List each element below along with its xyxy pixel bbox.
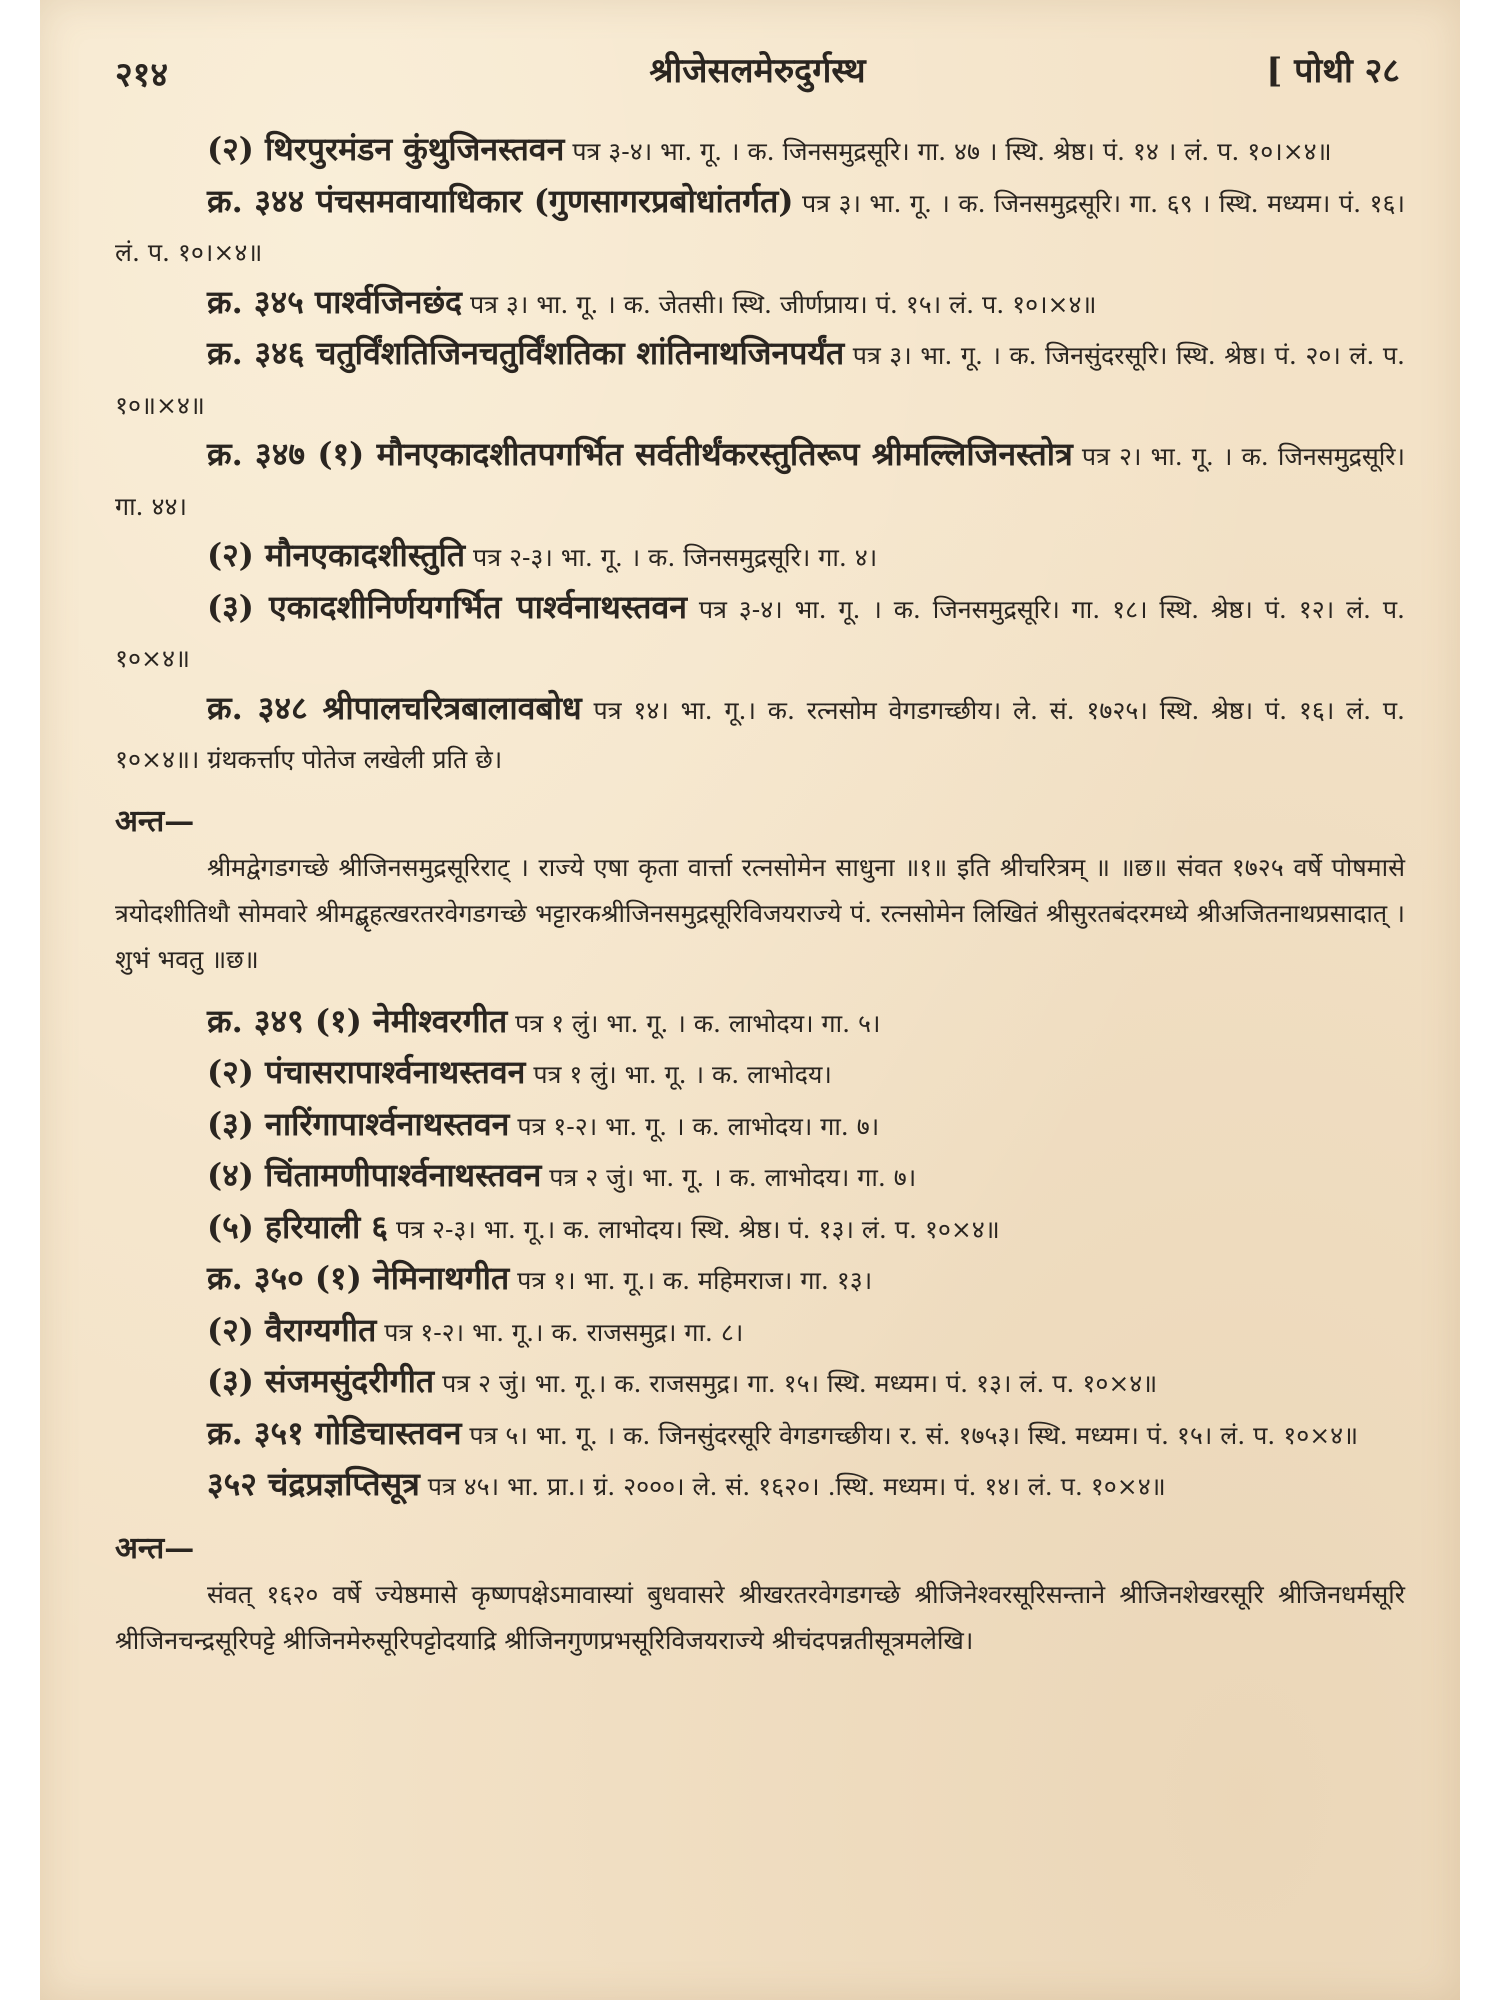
catalog-entry [115, 430, 1405, 531]
running-title: श्रीजेसलमेरुदुर्गस्थ [649, 51, 866, 91]
catalog-entry [115, 684, 1405, 785]
entry-details: पत्र ३। भा. गू. । क. जिनसुंदरसूरि। स्थि. श्रेष्ठ। पं. २०। लं. प. १०॥×४॥ [115, 341, 1405, 420]
entry-details: पत्र ५। भा. गू. । क. जिनसुंदरसूरि वेगडगच्छीय। र. सं. १७५३। स्थि. मध्यम। पं. १५। लं. प. १०×४॥ [461, 1420, 1359, 1450]
catalog-entry [115, 1100, 1405, 1152]
entry-details: पत्र १-२। भा. गू.। क. राजसमुद्र। गा. ८। [376, 1317, 744, 1347]
entry-title: (२) मौनएकादशीस्तुति [207, 536, 466, 574]
entry-title: (४) चिंतामणीपार्श्वनाथस्तवन [207, 1156, 542, 1194]
page-content [115, 125, 1405, 1664]
entry-title: क्र. ३४८ श्रीपालचरित्रबालावबोध [207, 688, 582, 727]
colophon-heading: अन्त— [115, 803, 195, 839]
entry-title: क्र. ३५० (१) नेमिनाथगीत [207, 1259, 510, 1297]
entry-title: (२) पंचासरापार्श्वनाथस्तवन [207, 1053, 526, 1091]
spacer [115, 1512, 1405, 1526]
catalog-entry [115, 1460, 1405, 1512]
entry-details: पत्र २-३। भा. गू.। क. लाभोदय। स्थि. श्रेष्ठ। पं. १३। लं. प. १०×४॥ [388, 1214, 1000, 1244]
entry-title: क्र. ३४६ चतुर्विंशतिजिनचतुर्विंशतिका शांतिनाथजिनपर्यंत [207, 334, 845, 372]
catalog-entry [115, 1151, 1405, 1203]
entry-details: पत्र १-२। भा. गू. । क. लाभोदय। गा. ७। [509, 1111, 880, 1141]
entry-details: पत्र ३-४। भा. गू. । क. जिनसमुद्रसूरि। गा. १८। स्थि. श्रेष्ठ। पं. १२। लं. प. १०×४॥ [115, 594, 1405, 673]
catalog-entry [115, 278, 1405, 330]
entry-title: ३५२ चंद्रप्रज्ञप्तिसूत्र [207, 1465, 420, 1503]
entry-details: पत्र २ जुं। भा. गू. । क. लाभोदय। गा. ७। [541, 1163, 917, 1192]
entry-title: क्र. ३४५ पार्श्वजिनछंद [207, 282, 462, 321]
catalog-entry [115, 1357, 1405, 1409]
catalog-entry [115, 583, 1405, 684]
catalog-entry [115, 531, 1405, 583]
page-number: २१४ [115, 55, 169, 95]
spacer [115, 785, 1405, 799]
catalog-entry [115, 1048, 1405, 1100]
volume-label: [ पोथी २८ [1266, 51, 1400, 91]
entry-details: पत्र १ लुं। भा. गू. । क. लाभोदय। गा. ५। [507, 1008, 881, 1038]
entry-title: (३) नारिंगापार्श्वनाथस्तवन [207, 1104, 510, 1143]
catalog-entry [115, 1409, 1405, 1461]
spacer [115, 983, 1405, 997]
entry-title: (५) हरियाली ६ [207, 1207, 389, 1246]
entry-title: क्र. ३५१ गोडिचास्तवन [207, 1413, 462, 1452]
colophon-text: श्रीमद्वेगडगच्छे श्रीजिनसमुद्रसूरिराट् । राज्ये एषा कृता वार्त्ता रत्नसोमेन साधुना ॥१॥ इति श्रीचरित्रम् ॥ ॥छ॥ संवत १७२५ वर्षे पोषमासे त्रयोदशीतिथौ सोमवारे श्रीमद्बृहत्खरतरवेगडगच्छे भट्टारकश्रीजिनसमुद्रसूरिविजयराज्ये पं. रत्नसोमेन लिखितं श्रीसुरतबंदरमध्ये श्रीअजितनाथप्रसादात् । शुभं भवतु ॥छ॥ [115, 852, 1405, 974]
catalog-entry [115, 177, 1405, 278]
catalog-entry [115, 1306, 1405, 1358]
entry-details: पत्र २-३। भा. गू. । क. जिनसमुद्रसूरि। गा. ४। [465, 543, 878, 572]
catalog-entry [115, 125, 1405, 177]
entry-title: क्र. ३४९ (१) नेमीश्वरगीत [207, 1001, 508, 1040]
entry-details: पत्र २। भा. गू. । क. जिनसमुद्रसूरि। गा. ४४। [115, 442, 1405, 521]
entry-details: पत्र १ लुं। भा. गू. । क. लाभोदय। [525, 1060, 832, 1089]
entry-details: पत्र ३-४। भा. गू. । क. जिनसमुद्रसूरि। गा. ४७ । स्थि. श्रेष्ठ। पं. १४ । लं. प. १०।×४॥ [564, 137, 1332, 166]
colophon-text: संवत् १६२० वर्षे ज्येष्ठमासे कृष्णपक्षेऽमावास्यां बुधवासरे श्रीखरतरवेगडगच्छे श्रीजिनेश्वरसूरिसन्ताने श्रीजिनशेखरसूरि श्रीजिनधर्मसूरि श्रीजिनचन्द्रसूरिपट्टे श्रीजिनमेरुसूरिपट्टोदयाद्रि श्रीजिनगुणप्रभसूरिविजयराज्ये श्रीचंदपन्नतीसूत्रमलेखि। [115, 1579, 1406, 1655]
catalog-entry [115, 1254, 1405, 1306]
entry-title: क्र. ३४४ पंचसमवायाधिकार (गुणसागरप्रबोधांतर्गत) [207, 181, 794, 220]
page-header [115, 42, 1400, 102]
entry-title: क्र. ३४७ (१) मौनएकादशीतपगर्भित सर्वतीर्थंकरस्तुतिरूप श्रीमल्लिजिनस्तोत्र [207, 435, 1073, 473]
entry-details: पत्र १४। भा. गू.। क. रत्नसोम वेगडगच्छीय। ले. सं. १७२५। स्थि. श्रेष्ठ। पं. १६। लं. प. १०×४॥। ग्रंथकर्त्ताए पोतेज लखेली प्रति छे। [115, 695, 1405, 774]
entry-title: (३) संजमसुंदरीगीत [207, 1362, 435, 1400]
entry-details: पत्र २ जुं। भा. गू.। क. राजसमुद्र। गा. १५। स्थि. मध्यम। पं. १३। लं. प. १०×४॥ [434, 1369, 1158, 1398]
catalog-entry [115, 1203, 1405, 1255]
catalog-entry [115, 997, 1405, 1049]
colophon-heading: अन्त— [115, 1530, 195, 1566]
entry-title: (३) एकादशीनिर्णयगर्भित पार्श्वनाथस्तवन [207, 587, 688, 626]
entry-title: (२) वैराग्यगीत [207, 1310, 377, 1349]
book-page [40, 0, 1460, 2000]
entry-details: पत्र ४५। भा. प्रा.। ग्रं. २०००। ले. सं. १६२०। .स्थि. मध्यम। पं. १४। लं. प. १०×४॥ [419, 1472, 1166, 1501]
entry-details: पत्र ३। भा. गू. । क. जिनसमुद्रसूरि। गा. ६९ । स्थि. मध्यम। पं. १६। लं. प. १०।×४॥ [115, 188, 1405, 267]
entry-details: पत्र ३। भा. गू. । क. जेतसी। स्थि. जीर्णप्राय। पं. १५। लं. प. १०।×४॥ [462, 289, 1097, 319]
entry-details: पत्र १। भा. गू.। क. महिमराज। गा. १३। [509, 1266, 873, 1295]
entry-title: (२) थिरपुरमंडन कुंथुजिनस्तवन [207, 130, 565, 168]
catalog-entry [115, 329, 1405, 430]
